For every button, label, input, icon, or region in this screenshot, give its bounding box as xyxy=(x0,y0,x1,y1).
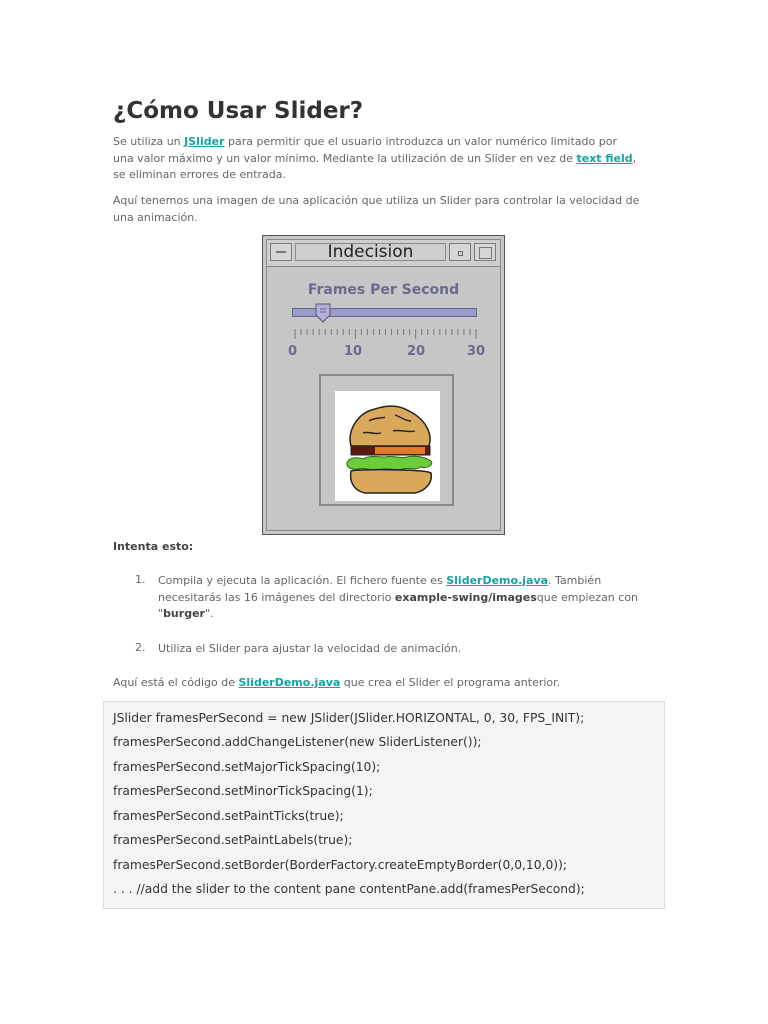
animation-frame xyxy=(335,391,440,501)
intro-text: Se utiliza un xyxy=(113,135,185,148)
intro-text: se eliminan errores de entrada. xyxy=(113,168,286,181)
step-text: que empiezan con xyxy=(536,590,639,604)
sliderdemo-link[interactable]: SliderDemo.java xyxy=(238,676,341,689)
animation-panel xyxy=(319,374,454,506)
try-heading xyxy=(113,539,193,556)
step-text: . También xyxy=(548,574,602,587)
app-window-screenshot xyxy=(262,235,505,535)
code-block xyxy=(103,701,665,909)
paragraph-line: una animación. xyxy=(113,210,198,224)
step-text: necesitarás las 16 imágenes del directorio xyxy=(158,590,395,604)
slider-ticks xyxy=(294,329,477,339)
window-menu-icon[interactable] xyxy=(270,243,292,261)
step-bold: burger xyxy=(163,607,205,620)
text-field-link[interactable]: text field xyxy=(576,151,633,165)
list-item xyxy=(158,573,668,623)
code-line: framesPerSecond.setMinorTickSpacing(1); xyxy=(113,784,373,798)
tick-label: 30 xyxy=(467,344,486,359)
jslider-link[interactable]: JSlider xyxy=(184,135,225,148)
code-line: . . . //add the slider to the content pane contentPane.add(framesPerSecond); xyxy=(113,882,585,896)
page-title: ¿Cómo Usar Slider? xyxy=(113,98,364,124)
tick-label: 0 xyxy=(288,344,298,359)
code-line: framesPerSecond.setMajorTickSpacing(10); xyxy=(113,760,381,774)
burger-image xyxy=(335,391,440,501)
tick-label: 20 xyxy=(407,344,426,359)
image-intro-paragraph xyxy=(113,193,673,226)
maximize-icon[interactable] xyxy=(474,243,496,261)
step-bold: example-swing/images xyxy=(394,590,537,604)
window-frame xyxy=(266,239,501,531)
intro-paragraph xyxy=(113,134,673,184)
step-text: " xyxy=(158,607,164,620)
step-text: ". xyxy=(204,607,214,620)
window-titlebar xyxy=(267,240,500,267)
code-line: framesPerSecond.addChangeListener(new SliderListener()); xyxy=(113,735,482,749)
code-line: framesPerSecond.setPaintTicks(true); xyxy=(113,809,344,823)
code-line: JSlider framesPerSecond = new JSlider(JSlider.HORIZONTAL, 0, 30, FPS_INIT); xyxy=(113,711,585,725)
code-intro-text: que crea el Slider el programa anterior. xyxy=(340,676,561,689)
slider-thumb[interactable] xyxy=(315,303,331,323)
list-item: Utiliza el Slider para ajustar la velocidad de animación. xyxy=(158,642,462,655)
intro-text: una valor máximo y un valor mínimo. Mediante la utilización de un Slider en vez de xyxy=(113,151,577,165)
minimize-icon[interactable] xyxy=(449,243,471,261)
sliderdemo-link[interactable]: SliderDemo.java xyxy=(446,574,549,587)
code-line: framesPerSecond.setPaintLabels(true); xyxy=(113,833,353,847)
tick-label: 10 xyxy=(344,344,363,359)
try-heading-text: Intenta esto: xyxy=(113,540,194,553)
window-title: Indecision xyxy=(295,243,446,261)
code-intro xyxy=(113,675,560,692)
code-intro-text: Aquí está el código de xyxy=(113,676,239,689)
code-line: framesPerSecond.setBorder(BorderFactory.createEmptyBorder(0,0,10,0)); xyxy=(113,858,568,872)
list-number: 2. xyxy=(135,641,146,654)
slider-label: Frames Per Second xyxy=(307,282,460,298)
intro-text: , xyxy=(632,151,637,165)
list-number: 1. xyxy=(135,573,146,586)
intro-text: para permitir que el usuario introduzca un valor numérico limitado por xyxy=(224,135,617,148)
paragraph-line: Aquí tenemos una imagen de una aplicación que utiliza un Slider para controlar la velocidad de xyxy=(113,194,640,207)
step-text: Compila y ejecuta la aplicación. El fichero fuente es xyxy=(158,574,447,587)
